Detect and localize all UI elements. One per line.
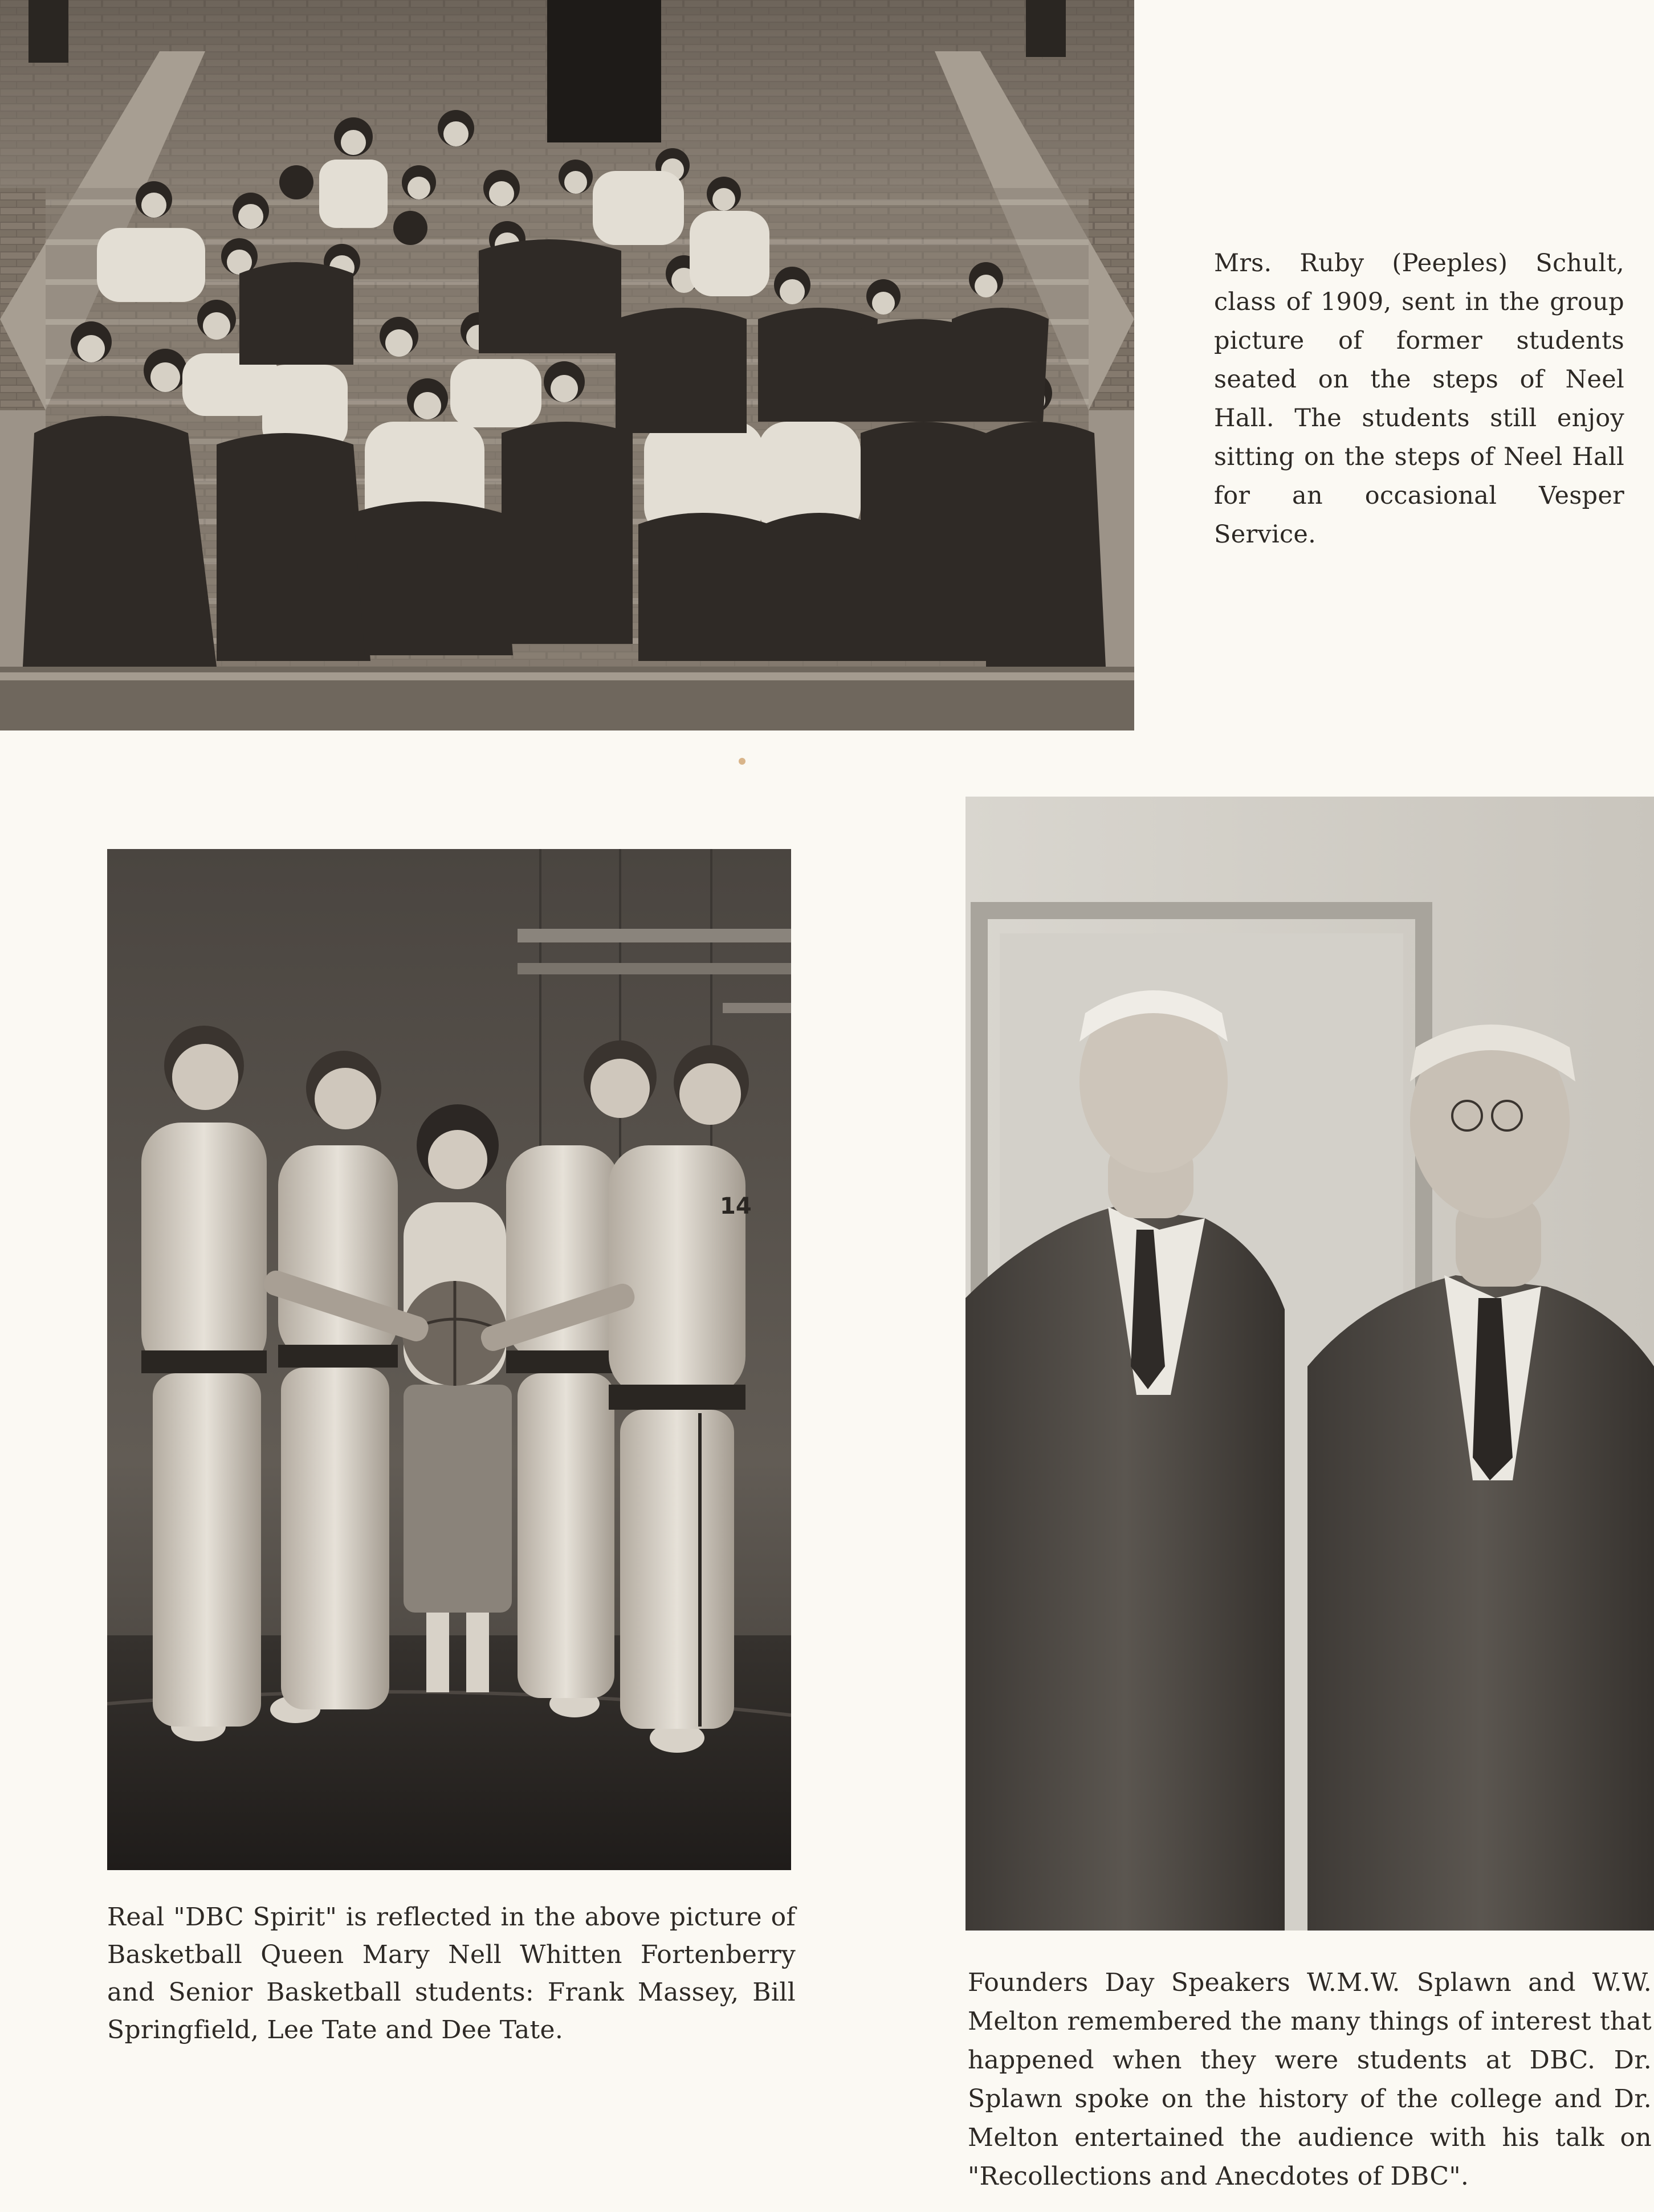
founders-day-caption: Founders Day Speakers W.M.W. Splawn and W.W. Melton remembered the many things of interest that happened when they were students at DBC. Dr. Splawn spoke on the history of the college and Dr. Melton entertained the audience with his talk on "Recollections and Anecdotes of DBC". — [968, 1968, 1652, 2191]
portrait-photo-icon — [965, 797, 1654, 1931]
basketball-team-photo-icon — [107, 849, 791, 1870]
jersey-number: 14 — [720, 1193, 752, 1219]
paper-speck — [739, 758, 745, 765]
group-photo-icon — [0, 0, 1134, 730]
founders-day-photo — [965, 797, 1654, 1931]
group-photo-caption: Mrs. Ruby (Peeples) Schult, class of 1909, sent in the group picture of former students seated on the steps of Neel Hall. The students still enjoy sitting on the steps of Neel Hall for an occasional Vesper Service. — [1214, 249, 1624, 549]
basketball-photo — [107, 849, 791, 1870]
group-photo — [0, 0, 1134, 730]
basketball-photo-caption: Real "DBC Spirit" is reflected in the above picture of Basketball Queen Mary Nell Whitten Fortenberry and Senior Basketball students: Frank Massey, Bill Springfield, Lee Tate and Dee Tate. — [107, 1903, 796, 2044]
